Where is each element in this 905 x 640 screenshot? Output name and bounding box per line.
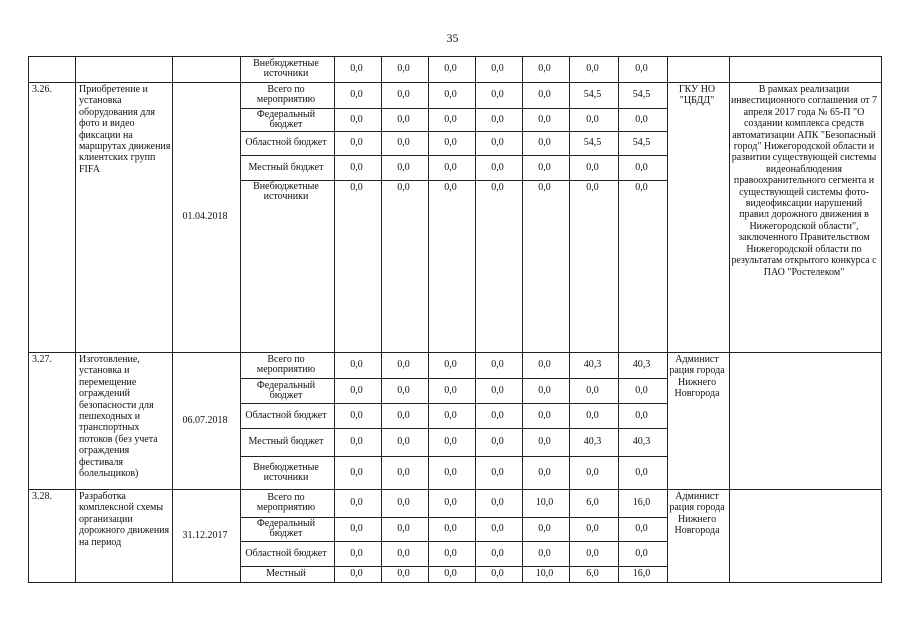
amount-cell: 0,0 [491,182,504,193]
amount-cell: 0,0 [444,497,457,508]
amount-cell: 0,0 [397,523,410,534]
amount-cell: 0,0 [538,161,551,173]
amount-cell: 0,0 [491,89,504,100]
funding-source-label: Всего по мероприятию [256,354,316,375]
amount-cell: 16,0 [632,568,651,579]
amount-cell: 40,3 [632,436,651,447]
amount-cell: 0,0 [350,547,363,559]
grid-line [28,82,882,83]
amount-cell: 0,0 [397,182,410,193]
executor: ГКУ НО "ЦБДД" [678,84,716,107]
funding-source-label: Областной бюджет [245,547,327,559]
deadline-date: 01.04.2018 [182,211,228,222]
amount-cell: 0,0 [350,161,363,173]
amount-cell: 0,0 [444,409,457,421]
amount-cell: 0,0 [635,113,648,125]
amount-cell: 6,0 [586,568,599,579]
amount-cell: 0,0 [635,384,648,396]
amount-cell: 0,0 [397,161,410,173]
amount-cell: 0,0 [635,182,648,193]
amount-cell: 54,5 [583,137,602,148]
amount-cell: 0,0 [491,137,504,148]
amount-cell: 0,0 [586,409,599,421]
amount-cell: 0,0 [491,113,504,125]
amount-cell: 0,0 [586,466,599,478]
amount-cell: 0,0 [350,63,363,74]
executor: Админист рация города Нижнего Новгорода [669,491,725,537]
amount-cell: 0,0 [444,523,457,534]
amount-cell: 0,0 [350,113,363,125]
activity-name: Разработка комплексной схемы организации дорожного движения на период [79,491,170,548]
amount-cell: 0,0 [444,466,457,478]
amount-cell: 0,0 [491,63,504,74]
amount-cell: 16,0 [632,497,651,508]
amount-cell: 0,0 [635,409,648,421]
amount-cell: 0,0 [586,63,599,74]
amount-cell: 0,0 [586,384,599,396]
amount-cell: 0,0 [538,466,551,478]
amount-cell: 0,0 [491,409,504,421]
funding-source-label: Внебюджетные источники [253,181,319,202]
funding-source-label: Федеральный бюджет [256,379,316,401]
amount-cell: 0,0 [397,409,410,421]
amount-cell: 0,0 [538,384,551,396]
amount-cell: 6,0 [586,497,599,508]
executor: Админист рация города Нижнего Новгорода [669,354,725,400]
amount-cell: 0,0 [586,547,599,559]
amount-cell: 0,0 [444,113,457,125]
amount-cell: 0,0 [350,384,363,396]
amount-cell: 0,0 [350,523,363,534]
amount-cell: 0,0 [586,523,599,534]
amount-cell: 0,0 [635,547,648,559]
amount-cell: 54,5 [632,89,651,100]
amount-cell: 0,0 [397,359,410,370]
amount-cell: 0,0 [444,63,457,74]
amount-cell: 0,0 [538,89,551,100]
grid-line [881,56,882,582]
funding-source-label: Федеральный бюджет [256,518,316,539]
amount-cell: 0,0 [444,359,457,370]
amount-cell: 0,0 [397,384,410,396]
amount-cell: 0,0 [444,89,457,100]
amount-cell: 0,0 [350,182,363,193]
row-number: 3.28. [32,491,52,502]
amount-cell: 0,0 [397,466,410,478]
amount-cell: 0,0 [397,436,410,447]
amount-cell: 0,0 [350,409,363,421]
amount-cell: 0,0 [397,113,410,125]
amount-cell: 0,0 [350,137,363,148]
amount-cell: 0,0 [350,466,363,478]
amount-cell: 40,3 [632,359,651,370]
amount-cell: 0,0 [635,161,648,173]
grid-line [240,56,882,57]
amount-cell: 0,0 [538,359,551,370]
grid-line [240,566,668,567]
amount-cell: 0,0 [444,384,457,396]
amount-cell: 54,5 [632,137,651,148]
grid-line [240,155,668,156]
row-number: 3.26. [32,84,52,95]
amount-cell: 0,0 [491,547,504,559]
row-number: 3.27. [32,354,52,365]
amount-cell: 10,0 [535,497,554,508]
amount-cell: 0,0 [586,161,599,173]
amount-cell: 0,0 [538,409,551,421]
amount-cell: 40,3 [583,436,602,447]
funding-source-label: Местный [266,568,306,579]
funding-source-label: Внебюджетные источники [253,461,319,483]
activity-name: Приобретение и установка оборудования для фото и видео фиксации на маршрутах движения клиентских групп FIFA [79,84,171,175]
amount-cell: 0,0 [444,161,457,173]
amount-cell: 0,0 [491,523,504,534]
amount-cell: 0,0 [635,466,648,478]
activity-name: Изготовление, установка и перемещение ограждений безопасности для пешеходных и транспортных потоков (без учета ограждения фестиваля болельщиков) [79,354,158,480]
amount-cell: 54,5 [583,89,602,100]
funding-source-label: Местный бюджет [248,436,324,447]
deadline-date: 06.07.2018 [182,414,228,426]
funding-source-label: Местный бюджет [248,161,324,173]
amount-cell: 10,0 [535,568,554,579]
funding-source-label: Областной бюджет [245,409,327,421]
amount-cell: 0,0 [491,568,504,579]
amount-cell: 0,0 [397,63,410,74]
grid-line [240,378,668,379]
amount-cell: 0,0 [491,161,504,173]
amount-cell: 0,0 [444,568,457,579]
grid-line [28,352,882,353]
grid-line [28,56,29,582]
grid-line [240,428,668,429]
grid-line [240,541,668,542]
amount-cell: 0,0 [350,497,363,508]
amount-cell: 0,0 [635,63,648,74]
amount-cell: 0,0 [350,359,363,370]
amount-cell: 0,0 [397,137,410,148]
funding-source-label: Всего по мероприятию [256,84,316,105]
amount-cell: 0,0 [397,547,410,559]
grid-line [28,582,882,583]
page-number: 35 [446,31,459,45]
amount-cell: 0,0 [635,523,648,534]
amount-cell: 0,0 [491,359,504,370]
grid-line [240,403,668,404]
amount-cell: 0,0 [538,113,551,125]
amount-cell: 0,0 [444,547,457,559]
amount-cell: 0,0 [350,89,363,100]
funding-source-label: Федеральный бюджет [256,108,316,130]
amount-cell: 0,0 [538,523,551,534]
amount-cell: 0,0 [444,182,457,193]
grid-line [28,489,882,490]
amount-cell: 0,0 [491,436,504,447]
amount-cell: 0,0 [491,497,504,508]
amount-cell: 0,0 [350,436,363,447]
funding-source-label: Всего по мероприятию [256,492,316,513]
funding-source-label: Внебюджетные источники [253,58,319,79]
amount-cell: 0,0 [397,568,410,579]
amount-cell: 0,0 [444,436,457,447]
amount-cell: 0,0 [586,182,599,193]
grid-line [240,131,668,132]
note-text: В рамках реализации инвестиционного соглашения от 7 апреля 2017 года № 65-П "О создании комплекса средств автоматизации АПК "Безопасный город" Нижегородской области и развитии существующей системы видеонаблюдения правоохранительного сегмента и существующей системы фото-видеофиксации нарушений правил дорожного движения в Нижегородской области", заключенного Правительством Нижегородской области по результатам открытого конкурса с ПАО "Ростелеком" [730,84,878,278]
amount-cell: 0,0 [538,63,551,74]
amount-cell: 40,3 [583,359,602,370]
deadline-date: 31.12.2017 [182,529,228,541]
amount-cell: 0,0 [538,547,551,559]
amount-cell: 0,0 [538,436,551,447]
amount-cell: 0,0 [538,182,551,193]
amount-cell: 0,0 [397,89,410,100]
grid-line [240,456,668,457]
amount-cell: 0,0 [491,466,504,478]
amount-cell: 0,0 [397,497,410,508]
amount-cell: 0,0 [444,137,457,148]
amount-cell: 0,0 [538,137,551,148]
amount-cell: 0,0 [586,113,599,125]
amount-cell: 0,0 [491,384,504,396]
amount-cell: 0,0 [350,568,363,579]
funding-source-label: Областной бюджет [245,137,327,148]
grid-line [172,56,173,582]
